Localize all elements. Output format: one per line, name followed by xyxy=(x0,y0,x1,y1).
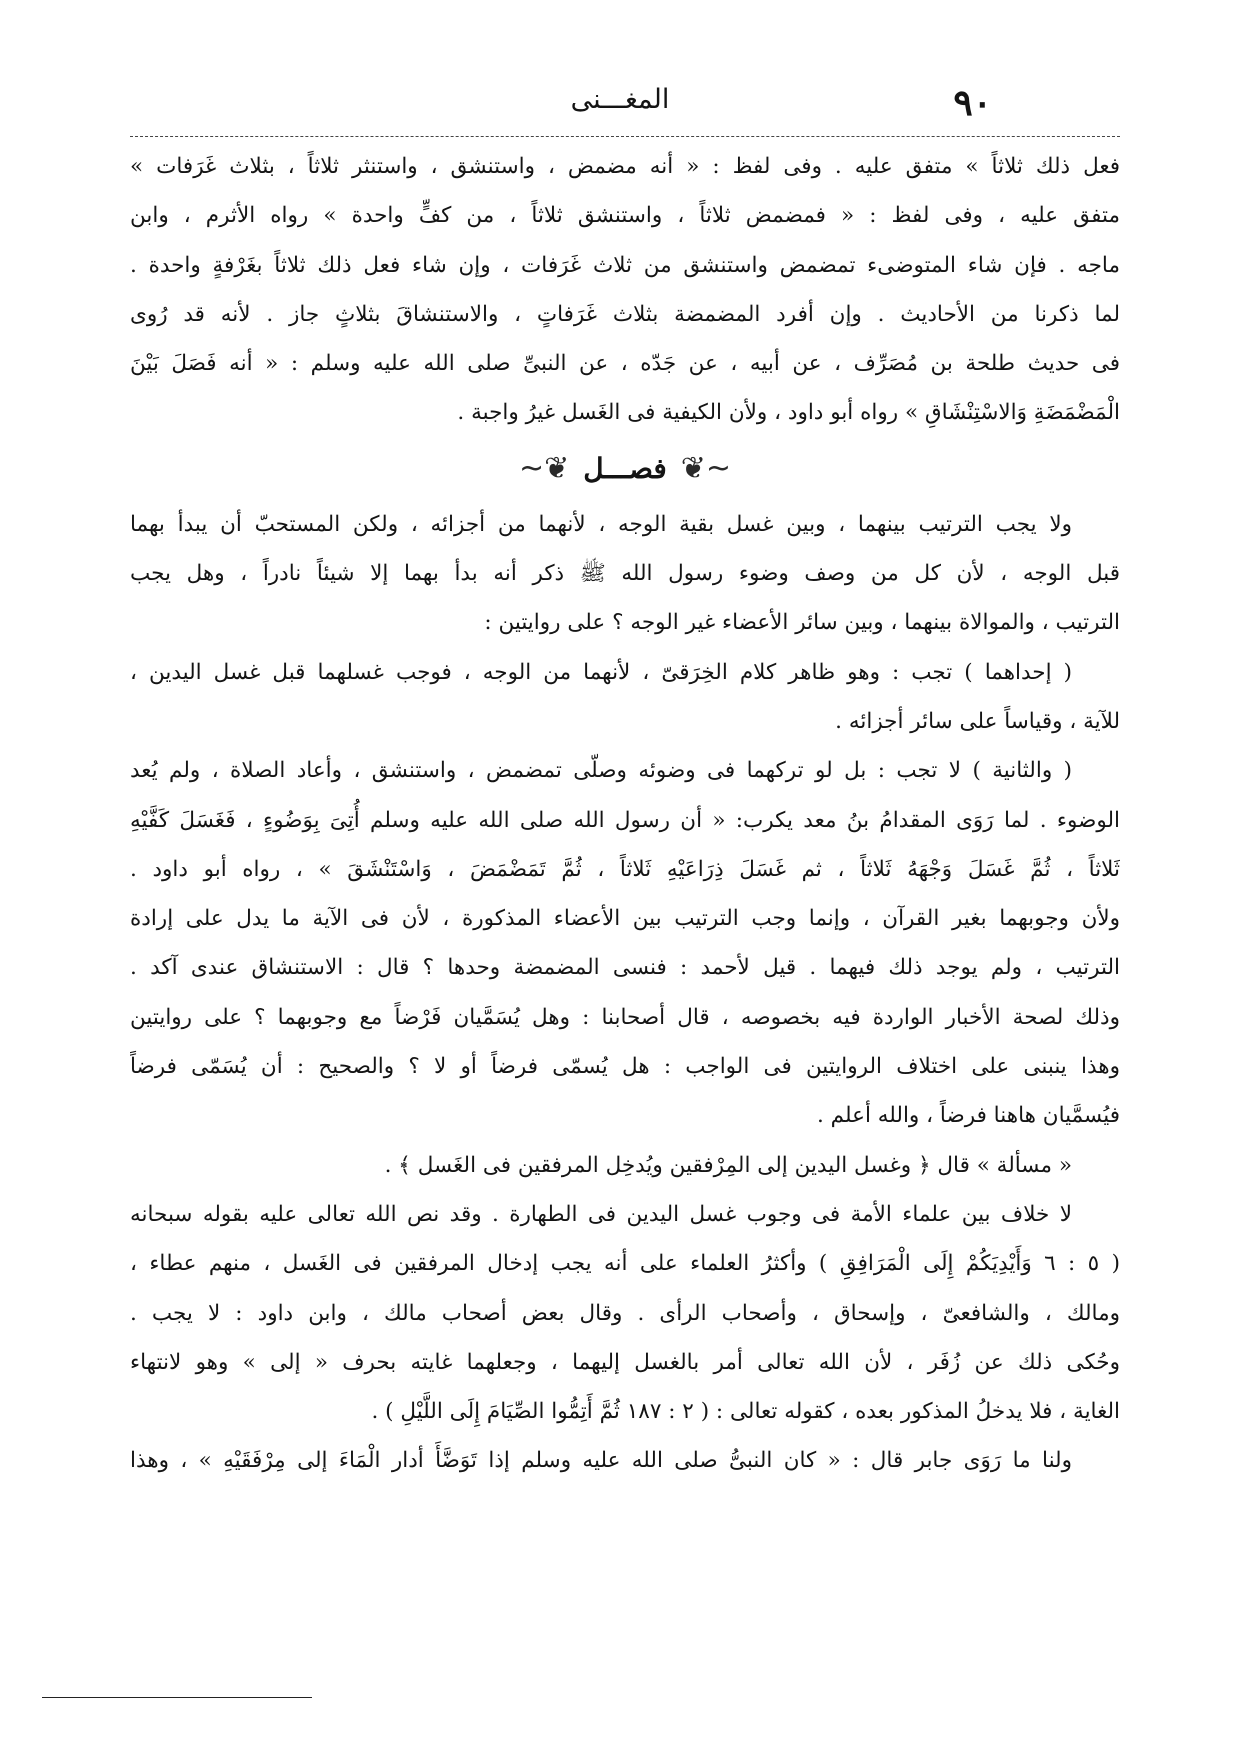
text-line: ( ٥ : ٦ وَأَيْدِيَكُمْ إِلَى الْمَرَافِقِ ) وأكثرُ العلماء على أنه يجب إدخال المرفقين فى الغَسل ، منهم عطاء ، xyxy=(130,1251,1120,1277)
text-line: ( إحداهما ) تجب : وهو ظاهر كلام الخِرَقىّ ، لأنهما من الوجه ، فوجب غسلهما قبل غسل اليدين ، xyxy=(130,659,1072,685)
text-line: وهذا ينبنى على اختلاف الروايتين فى الواجب : هل يُسمّى فرضاً أو لا ؟ والصحيح : أن يُسَمّى فرضاً xyxy=(130,1054,1120,1080)
text-line: فيُسمَّيان هاهنا فرضاً ، والله أعلم . xyxy=(817,1103,1120,1129)
text-line: الوضوء . لما رَوَى المقدامُ بنُ معد يكرب: « أن رسول الله صلى الله عليه وسلم أُتِىَ بِوَضُوءٍ ، فَغَسَلَ كَفَّيْهِ xyxy=(130,807,1120,833)
text-line: وذلك لصحة الأخبار الواردة فيه بخصوصه ، قال أصحابنا : وهل يُسَمَّيان فَرْضاً مع وجوبهما ؟ على روايتين xyxy=(130,1004,1120,1030)
paragraph-6 xyxy=(130,1436,1120,1485)
paragraph-4 xyxy=(130,746,1120,1140)
header-divider xyxy=(130,136,1120,137)
paragraph-1 xyxy=(130,142,1120,438)
paragraph-2 xyxy=(130,500,1120,648)
text-line: قبل الوجه ، لأن كل من وصف وضوء رسول الله ﷺ ذكر أنه بدأ بهما إلا شيئاً نادراً ، وهل يجب xyxy=(130,561,1120,587)
text-line: للآية ، وقياساً على سائر أجزائه . xyxy=(835,708,1120,734)
ornament-left-icon: ❦~ xyxy=(518,451,570,487)
text-line: فعل ذلك ثلاثاً » متفق عليه . وفى لفظ : « أنه مضمض ، واستنشق ، واستنثر ثلاثاً ، بثلاث غَرَفات » xyxy=(130,154,1120,179)
text-line: ولا يجب الترتيب بينهما ، وبين غسل بقية الوجه ، لأنهما من أجزائه ، ولكن المستحبّ أن يبدأ بهما xyxy=(130,511,1072,537)
text-line: ( والثانية ) لا تجب : بل لو تركهما فى وضوئه وصلّى تمضمض ، واستنشق ، وأعاد الصلاة ، ولم يُعد xyxy=(130,758,1072,784)
text-line: الغاية ، فلا يدخلُ المذكور بعده ، كقوله تعالى : ( ٢ : ١٨٧ ثُمَّ أَتِمُّوا الصِّيَامَ إِلَى اللَّيْلِ ) . xyxy=(371,1399,1120,1425)
text-line: ولأن وجوبهما بغير القرآن ، وإنما وجب الترتيب بين الأعضاء المذكورة ، لأن فى الآية ما يدل على إرادة xyxy=(130,906,1120,932)
ornament-right-icon: ~❦ xyxy=(680,451,732,487)
page-number: ٩٠ xyxy=(953,82,992,124)
text-line: وحُكى ذلك عن زُفَر ، لأن الله تعالى أمر بالغسل إليهما ، وجعلهما غايته بحرف « إلى » وهو لانتهاء xyxy=(130,1349,1120,1375)
section-heading xyxy=(130,438,1120,500)
text-line: ثَلاثاً ، ثُمَّ غَسَلَ وَجْهَهُ ثَلاثاً ، ثم غَسَلَ ذِرَاعَيْهِ ثَلاثاً ، ثُمَّ تَمَضْمَضَ ، وَاسْتَنْشَقَ » ، رواه أبو داود . xyxy=(130,856,1120,882)
text-line: الترتيب ، والموالاة بينهما ، وبين سائر الأعضاء غير الوجه ؟ على روايتين : xyxy=(484,610,1120,636)
text-line: فى حديث طلحة بن مُصَرِّف ، عن أبيه ، عن جَدّه ، عن النبىِّ صلى الله عليه وسلم : « أنه فَصَلَ بَيْنَ xyxy=(130,351,1120,377)
paragraph-5 xyxy=(130,1190,1120,1436)
text-line: ولنا ما رَوَى جابر قال : « كان النبىُّ صلى الله عليه وسلم إذا تَوَضَّأَ أدار الْمَاءَ إلى مِرْفَقَيْهِ » ، وهذا xyxy=(130,1448,1072,1474)
text-line: الترتيب ، ولم يوجد ذلك فيهما . قيل لأحمد : فنسى المضمضة وحدها ؟ قال : الاستنشاق عندى آكد . xyxy=(130,955,1120,981)
text-line: لما ذكرنا من الأحاديث . وإن أفرد المضمضة بثلاث غَرَفاتٍ ، والاستنشاقَ بثلاثٍ جاز . لأنه قد رُوى xyxy=(130,301,1120,327)
text-line: ومالك ، والشافعىّ ، وإسحاق ، وأصحاب الرأى . وقال بعض أصحاب مالك ، وابن داود : لا يجب . xyxy=(130,1300,1120,1326)
text-line: الْمَضْمَضَةِ وَالاسْتِنْشَاقِ » رواه أبو داود ، ولأن الكيفية فى الغَسل غيرُ واجبة . xyxy=(457,400,1120,426)
paragraph-3 xyxy=(130,648,1120,747)
page-text xyxy=(130,142,1120,1486)
text-line: لا خلاف بين علماء الأمة فى وجوب غسل اليدين فى الطهارة . وقد نص الله تعالى عليه بقوله سبحانه xyxy=(130,1201,1072,1227)
text-line: متفق عليه ، وفى لفظ : « فمضمض ثلاثاً ، واستنشق ثلاثاً ، من كفٍّ واحدة » رواه الأثرم ، وابن xyxy=(130,203,1120,229)
footnote-divider xyxy=(42,1697,312,1698)
running-title: المغـــنى xyxy=(570,84,670,115)
text-line: ماجه . فإن شاء المتوضىء تمضمض واستنشق من ثلاث غَرَفات ، وإن شاء فعل ذلك ثلاثاً بغَرْفةٍ واحدة . xyxy=(130,252,1120,278)
section-heading-text: فصـــل xyxy=(583,452,667,486)
masala-line: « مسألة » قال ﴿ وغسل اليدين إلى المِرْفقين ويُدخِل المرفقين فى الغَسل ﴾ . xyxy=(384,1152,1072,1178)
masala-heading xyxy=(130,1141,1120,1190)
